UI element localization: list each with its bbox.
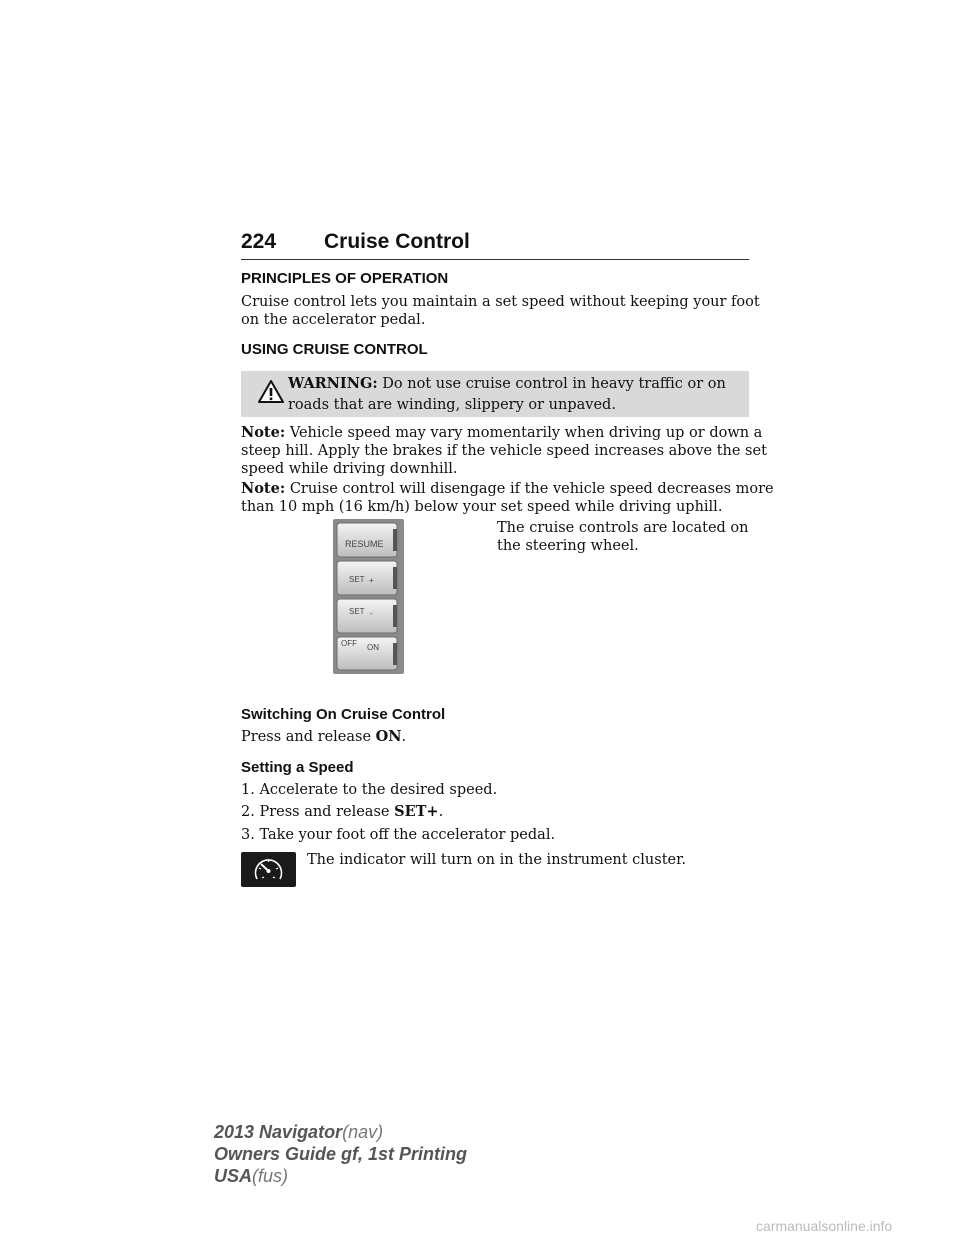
switching-heading: Switching On Cruise Control bbox=[241, 706, 446, 723]
resume-button bbox=[337, 523, 397, 557]
chapter-title: Cruise Control bbox=[324, 230, 470, 253]
note1-line-3: speed while driving downhill. bbox=[241, 461, 458, 477]
footer-guide: Owners Guide gf, 1st Printing bbox=[214, 1144, 468, 1164]
warning-line-1-text: Do not use cruise control in heavy traffic or on bbox=[382, 376, 726, 392]
switching-text-end: . bbox=[401, 729, 407, 745]
note2-line-1 bbox=[241, 480, 774, 498]
setting-step-2-end: . bbox=[438, 804, 444, 820]
footer-model-line bbox=[214, 1121, 383, 1143]
on-key: ON bbox=[375, 728, 402, 745]
cruise-indicator-icon bbox=[241, 852, 296, 887]
principles-line-2: on the accelerator pedal. bbox=[241, 312, 426, 328]
note1-line-1 bbox=[241, 424, 762, 442]
note1-line-1-text: Vehicle speed may vary momentarily when driving up or down a bbox=[289, 425, 763, 441]
watermark: carmanualsonline.info bbox=[756, 1218, 893, 1234]
set-plus-label: SET bbox=[349, 575, 365, 584]
warning-label: WARNING: bbox=[288, 375, 378, 392]
set-plus-button bbox=[337, 561, 397, 595]
setting-step-3: 3. Take your foot off the accelerator pedal. bbox=[241, 827, 556, 843]
resume-label: RESUME bbox=[345, 539, 384, 549]
controls-line-2: the steering wheel. bbox=[497, 538, 639, 554]
note1-label: Note: bbox=[241, 424, 286, 441]
set-plus-key: SET+ bbox=[394, 803, 439, 820]
switching-text-lead: Press and release bbox=[241, 729, 376, 745]
off-label: OFF bbox=[341, 639, 357, 648]
speedometer-icon bbox=[241, 852, 296, 887]
controls-line-1: The cruise controls are located on bbox=[497, 520, 749, 536]
footer-region-line bbox=[214, 1165, 288, 1187]
warning-text bbox=[288, 375, 728, 414]
on-label: ON bbox=[367, 643, 379, 652]
note2-line-2: than 10 mph (16 km/h) below your set speed while driving uphill. bbox=[241, 499, 723, 515]
warning-box bbox=[241, 371, 749, 417]
warning-line-1 bbox=[288, 375, 728, 393]
warning-icon bbox=[257, 378, 285, 406]
setting-heading: Setting a Speed bbox=[241, 759, 354, 776]
note2-label: Note: bbox=[241, 480, 286, 497]
principles-line-1: Cruise control lets you maintain a set speed without keeping your foot bbox=[241, 294, 760, 310]
footer-guide-line bbox=[214, 1143, 467, 1165]
page-number: 224 bbox=[241, 230, 277, 253]
principles-heading: PRINCIPLES OF OPERATION bbox=[241, 270, 449, 287]
plus-label: + bbox=[369, 576, 374, 585]
footer-model: 2013 Navigator bbox=[214, 1122, 343, 1142]
cruise-control-buttons-image bbox=[333, 519, 404, 674]
warning-line-2: roads that are winding, slippery or unpaved. bbox=[288, 397, 616, 413]
footer-model-code: (nav) bbox=[342, 1122, 384, 1142]
off-on-button bbox=[337, 637, 397, 670]
using-heading: USING CRUISE CONTROL bbox=[241, 341, 428, 358]
setting-step-2-lead: 2. Press and release bbox=[241, 804, 395, 820]
set-minus-label: SET bbox=[349, 607, 365, 616]
footer-region-code: (fus) bbox=[252, 1166, 289, 1186]
minus-label: - bbox=[370, 609, 373, 618]
header-rule bbox=[241, 259, 749, 260]
indicator-text: The indicator will turn on in the instrument cluster. bbox=[307, 852, 687, 868]
switching-text bbox=[241, 728, 406, 746]
setting-step-1: 1. Accelerate to the desired speed. bbox=[241, 782, 498, 798]
note2-line-1-text: Cruise control will disengage if the vehicle speed decreases more bbox=[289, 481, 774, 497]
set-minus-button bbox=[337, 599, 397, 633]
setting-step-2 bbox=[241, 803, 443, 821]
note1-line-2: steep hill. Apply the brakes if the vehicle speed increases above the set bbox=[241, 443, 767, 459]
footer-region: USA bbox=[214, 1166, 253, 1186]
